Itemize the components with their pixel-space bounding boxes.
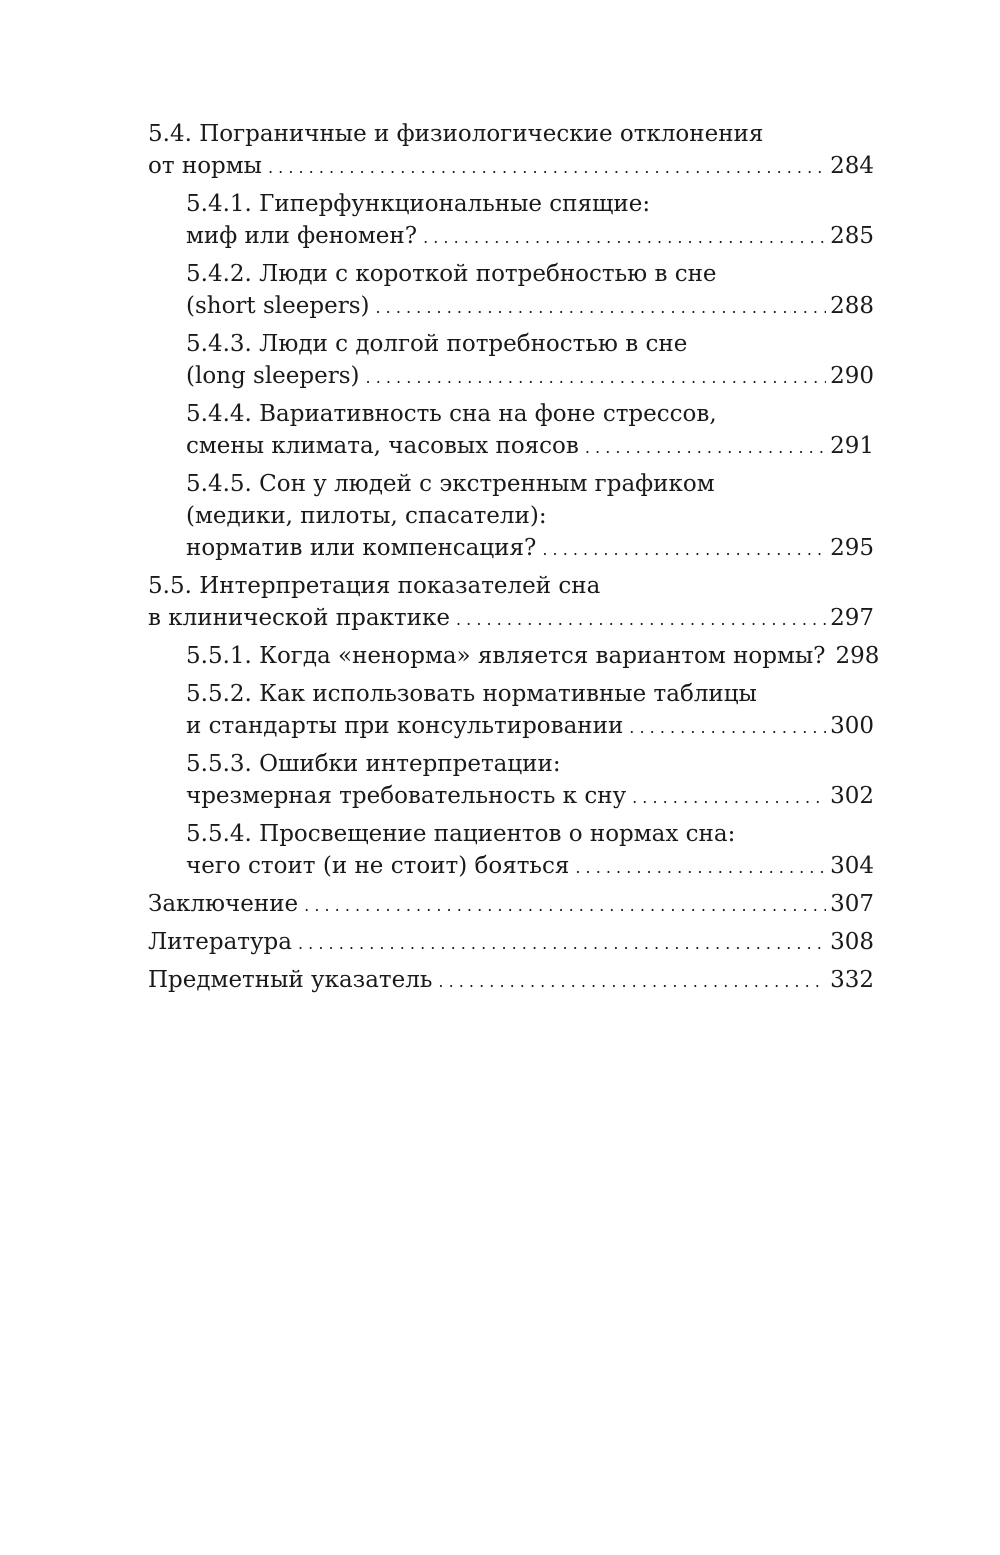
toc-entry-title-end: от нормы [148,153,262,179]
dot-leader [629,712,826,744]
toc-page-number: 332 [830,967,874,993]
toc-entry-title-line: 5.5.4. Просвещение пациентов о нормах сна: [186,821,736,847]
toc-entry-subject-index [148,964,874,998]
toc-entry-title-line: 5.4.1. Гиперфункциональные спящие: [186,191,651,217]
toc-page-number: 295 [830,535,874,561]
toc-page-number: 308 [830,929,874,955]
toc-entry-title-end: (short sleepers) [186,293,370,319]
toc-entry-title-end: в клинической практике [148,605,450,631]
toc-entry-last-line [186,360,874,394]
toc-entry-title-end: смены климата, часовых поясов [186,433,579,459]
toc-entry-last-line [148,150,874,184]
toc-entry-title-end: чего стоит (и не стоит) бояться [186,853,570,879]
toc-entry-5-4-2 [148,258,874,324]
toc-entry-title-end: миф или феномен? [186,223,418,249]
toc-entry-last-line [148,964,874,998]
toc-page-number: 302 [830,783,874,809]
table-of-contents [148,118,880,1002]
toc-entry-5-5-4 [148,818,874,884]
toc-entry-title-line: 5.5.3. Ошибки интерпретации: [186,751,561,777]
toc-page-number: 285 [830,223,874,249]
dot-leader [632,782,826,814]
toc-page-number: 291 [830,433,874,459]
toc-page-number: 304 [830,853,874,879]
toc-entry-5-4-4 [148,398,874,464]
toc-entry-5-4-5 [148,468,874,566]
toc-entry-5-4-3 [148,328,874,394]
toc-entry-title-end: и стандарты при консультировании [186,713,624,739]
dot-leader [456,604,826,636]
toc-page-number: 288 [830,293,874,319]
toc-entry-literature [148,926,874,960]
dot-leader [298,928,826,960]
toc-entry-last-line [186,220,874,254]
toc-entry-5-5-3 [148,748,874,814]
dot-leader [423,222,826,254]
toc-entry-last-line [186,430,874,464]
toc-entry-title-line: (медики, пилоты, спасатели): [186,503,547,529]
toc-entry-5-4-1 [148,188,874,254]
toc-page-number: 298 [835,643,880,669]
toc-entry-title-line: 5.4.5. Сон у людей с экстренным графиком [186,471,715,497]
toc-entry-5-5-2 [148,678,874,744]
toc-entry-title-line: 5.5. Интерпретация показателей сна [148,573,601,599]
toc-entry-last-line [186,780,874,814]
toc-entry-title-line: 5.4.3. Люди с долгой потребностью в сне [186,331,688,357]
toc-entry-last-line [148,602,874,636]
toc-page-number: 284 [830,153,874,179]
toc-entry-title-end: чрезмерная требовательность к сну [186,783,627,809]
toc-entry-last-line [186,850,874,884]
dot-leader [585,432,826,464]
dot-leader [575,852,826,884]
toc-entry-last-line [186,532,874,566]
toc-entry-title-line: 5.5.2. Как использовать нормативные таблицы [186,681,757,707]
toc-entry-5-5-1 [148,640,880,674]
toc-page-number: 307 [830,891,874,917]
toc-entry-conclusion [148,888,874,922]
dot-leader [542,534,826,566]
toc-entry-last-line [186,290,874,324]
toc-entry-title-end: (long sleepers) [186,363,360,389]
toc-entry-last-line [148,888,874,922]
toc-page-number: 290 [830,363,874,389]
toc-entry-last-line [186,710,874,744]
toc-entry-title-end: норматив или компенсация? [186,535,537,561]
dot-leader [304,890,826,922]
toc-entry-title-line: 5.4. Пограничные и физиологические отклонения [148,121,764,147]
toc-entry-5-4 [148,118,874,184]
toc-entry-title-end: Литература [148,929,292,955]
toc-entry-title-end: Заключение [148,891,299,917]
dot-leader [366,362,827,394]
toc-entry-title-line: 5.4.2. Люди с короткой потребностью в сне [186,261,717,287]
toc-entry-title-end: 5.5.1. Когда «ненорма» является вариантом нормы? [186,643,826,669]
toc-entry-5-5 [148,570,874,636]
toc-entry-title-line: 5.4.4. Вариативность сна на фоне стрессов, [186,401,717,427]
dot-leader [375,292,826,324]
dot-leader [438,966,826,998]
toc-entry-title-end: Предметный указатель [148,967,433,993]
dot-leader [268,152,826,184]
toc-entry-last-line [148,926,874,960]
toc-page-number: 297 [830,605,874,631]
toc-entry-last-line [186,640,880,674]
toc-page-number: 300 [830,713,874,739]
